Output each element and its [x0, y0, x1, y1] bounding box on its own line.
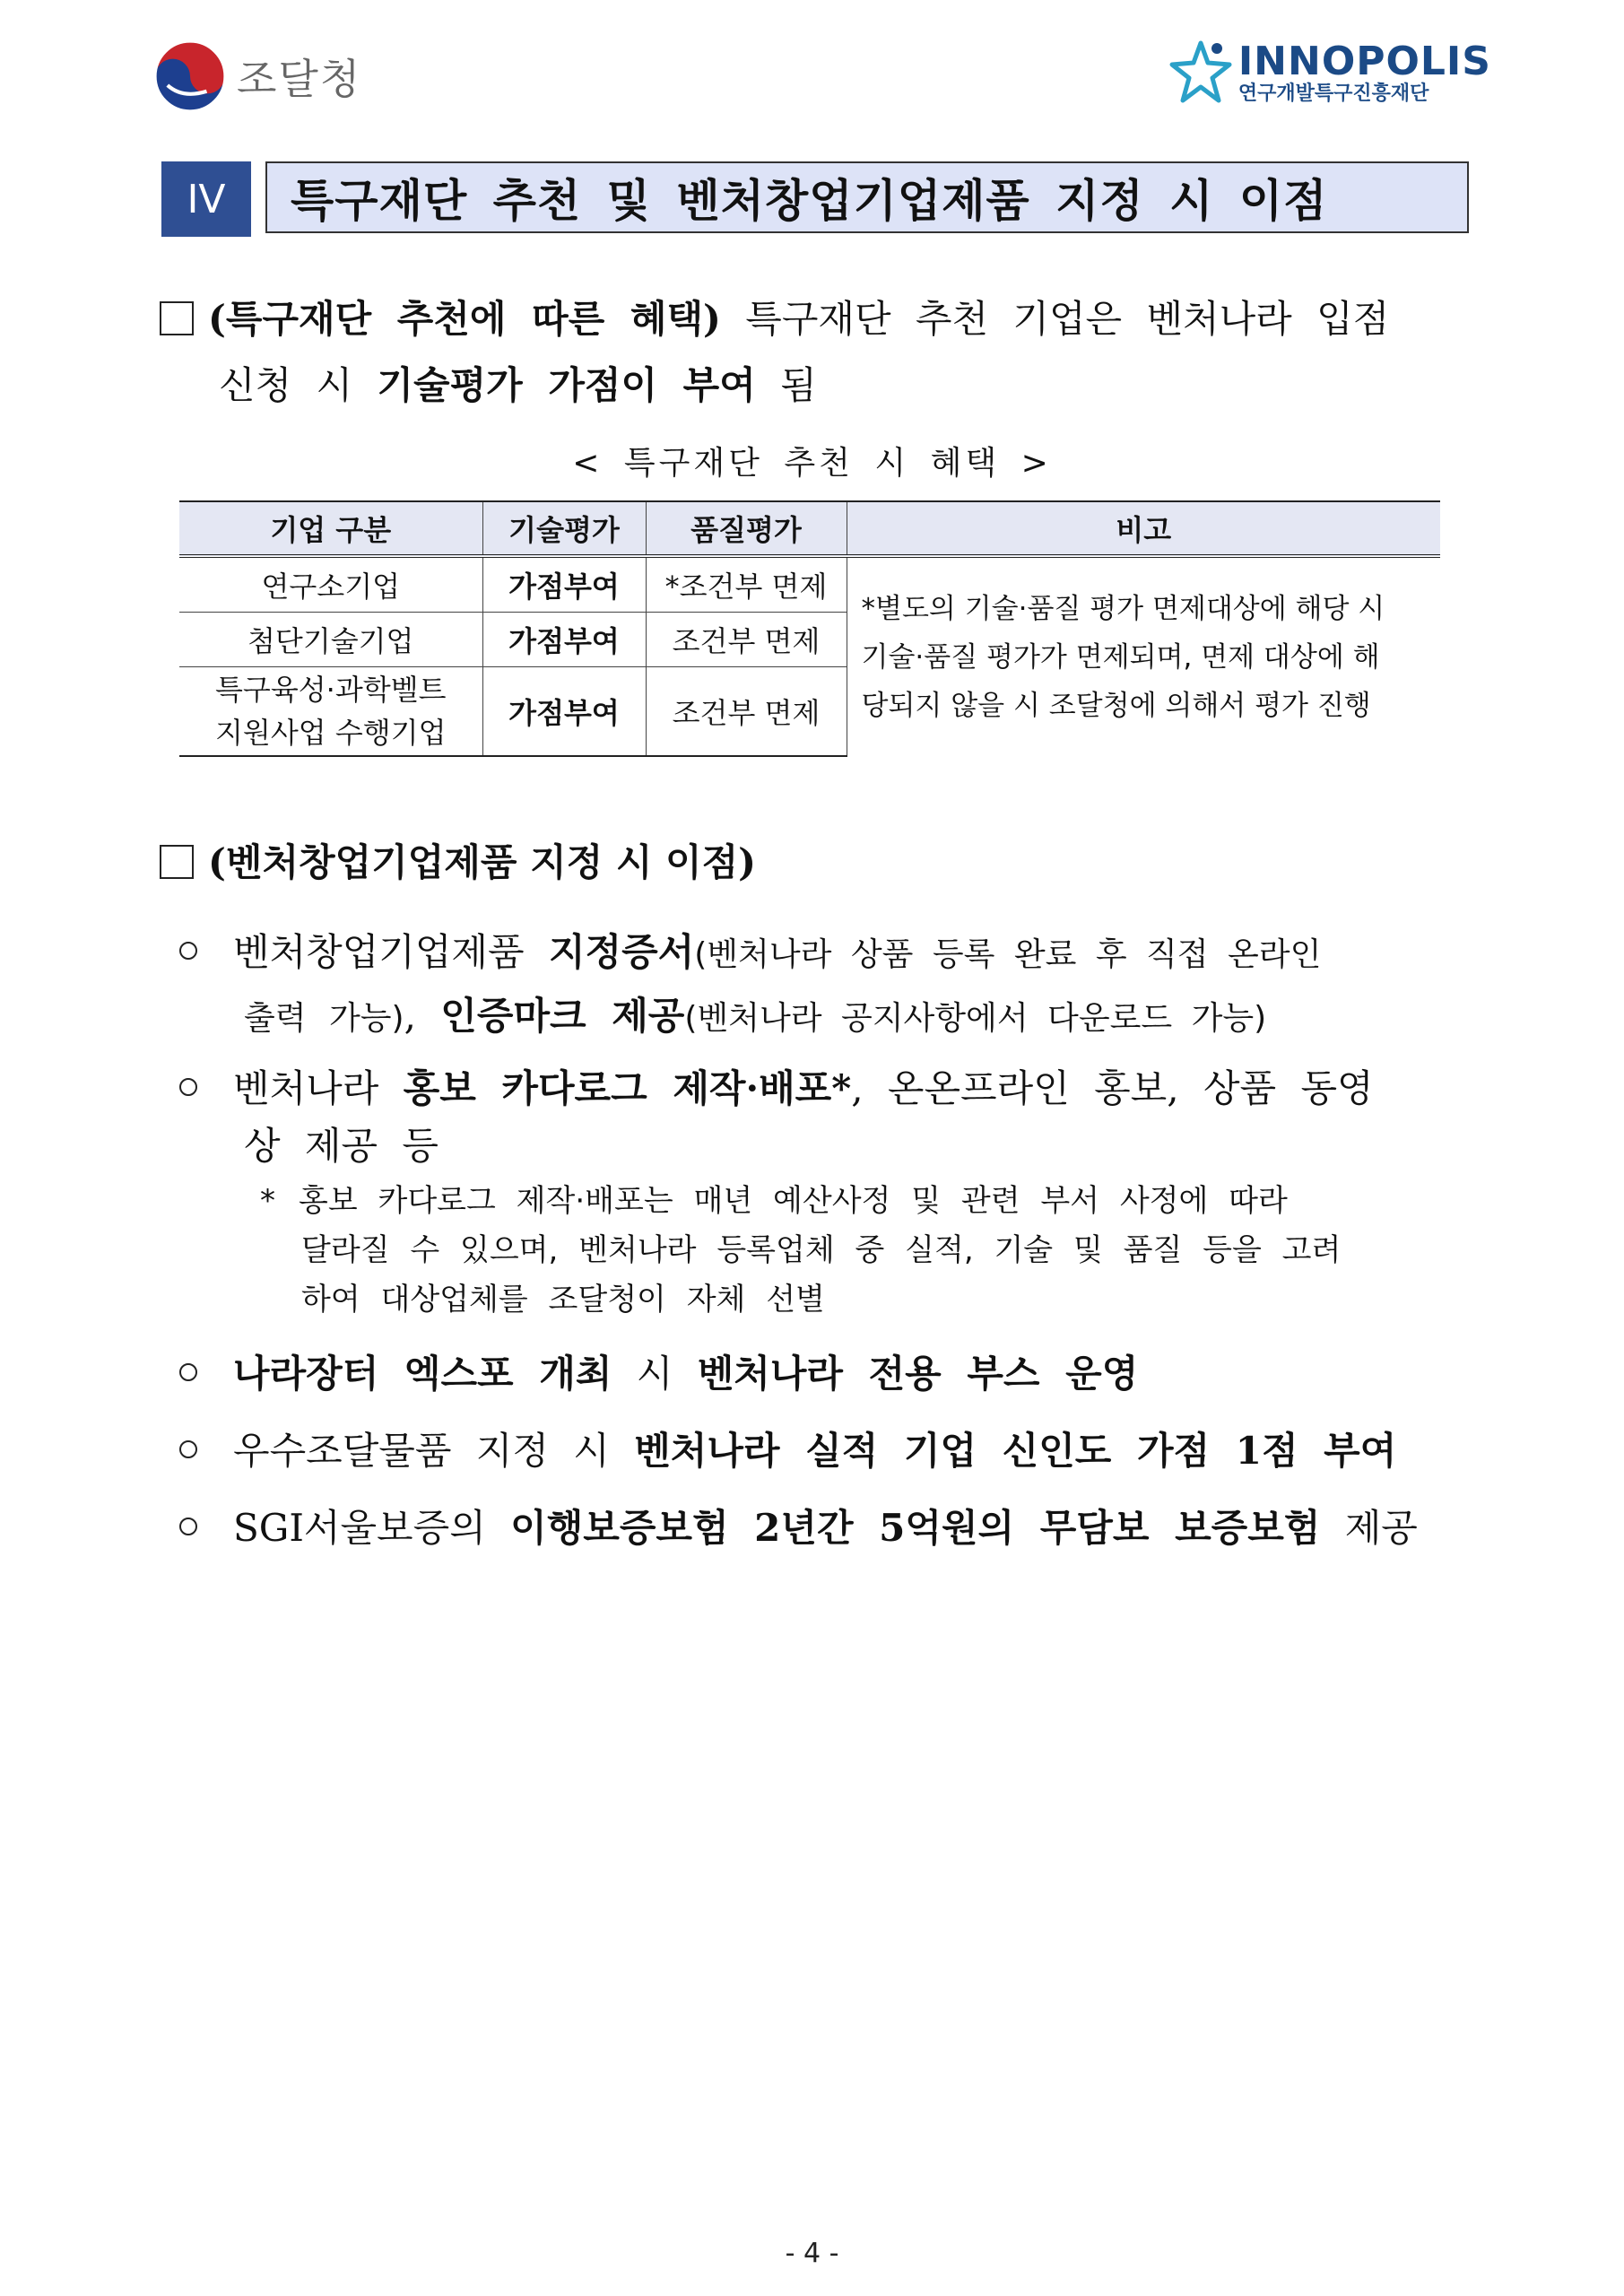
benefit1-paragraph — [160, 296, 1471, 409]
innopolis-logo-en: INNOPOLIS — [1238, 39, 1491, 84]
list-item — [179, 1424, 1396, 1478]
column-header: 비고 — [847, 501, 1440, 556]
item-bold: 인증마크 제공 — [440, 994, 685, 1038]
item-paren: (벤처나라 상품 등록 완료 후 직접 온라인 — [694, 936, 1322, 973]
note-block — [260, 1177, 1480, 1325]
innopolis-logo-ko: 연구개발특구진흥재단 — [1238, 83, 1429, 105]
remarks-line: 당되지 않을 시 조달청에 의해서 평가 진행 — [861, 689, 1371, 722]
list-item — [179, 1501, 1418, 1555]
benefit1-bold-tail: 기술평가 가점이 부여 — [377, 363, 756, 407]
quality-eval-cell: *조건부 면제 — [646, 556, 847, 613]
benefit2-heading-text: (벤처창업기업제품 지정 시 이점) — [208, 840, 757, 884]
item-text: 제공 — [1320, 1506, 1418, 1550]
item-bold: 벤처나라 전용 부스 운영 — [697, 1352, 1139, 1396]
benefit1-text-a: 특구재단 추천 기업은 벤처나라 입점 — [720, 297, 1390, 341]
item-paren: 출력 가능) — [244, 1000, 404, 1037]
checkbox-square-icon — [160, 845, 194, 879]
benefit1-text-c: 됨 — [755, 363, 817, 407]
item-bold: 홍보 카다로그 제작·배포* — [403, 1066, 852, 1110]
benefit1-bold-head: (특구재단 추천에 따른 혜택) — [208, 297, 721, 341]
item-text: 시 — [612, 1352, 698, 1396]
company-type-cell: 첨단기술기업 — [179, 613, 482, 667]
remarks-cell — [847, 556, 1440, 756]
column-header: 기술평가 — [482, 501, 646, 556]
company-type-line: 특구육성·과학벨트 — [215, 673, 447, 707]
bullet-circle-icon — [179, 1518, 197, 1535]
item-text: , 온온프라인 홍보, 상품 동영 — [851, 1066, 1374, 1110]
item-text: 우수조달물품 지정 시 — [233, 1429, 635, 1473]
item-text: 상 제공 등 — [244, 1124, 439, 1168]
benefit2-heading — [160, 839, 756, 886]
item-text: 벤처나라 — [233, 1066, 404, 1110]
note-line: 하여 대상업체를 조달청이 자체 선별 — [301, 1282, 825, 1318]
tech-eval-cell: 가점부여 — [482, 613, 646, 667]
item-bold: 지정증서 — [548, 930, 695, 974]
taegeuk-emblem-icon — [152, 39, 228, 114]
section-number: IV — [161, 161, 251, 237]
bullet-circle-icon — [179, 942, 197, 960]
item-text: SGI서울보증의 — [233, 1506, 511, 1550]
company-type-cell: 연구소기업 — [179, 556, 482, 613]
bullet-circle-icon — [179, 1440, 197, 1458]
list-item — [179, 1347, 1138, 1401]
pps-logo — [152, 36, 361, 117]
note-asterisk: * — [260, 1183, 275, 1219]
benefit-table — [179, 500, 1440, 757]
remarks-line: 기술·품질 평가가 면제되며, 면제 대상에 해 — [861, 640, 1380, 674]
item-bold: 이행보증보험 2년간 5억원의 무담보 보증보험 — [510, 1506, 1321, 1550]
item-bold: 벤처나라 실적 기업 신인도 가점 1점 부여 — [634, 1429, 1397, 1473]
remarks-line: *별도의 기술·품질 평가 면제대상에 해당 시 — [861, 592, 1385, 625]
table-header-row — [179, 501, 1440, 556]
table-caption: < 특구재단 추천 시 혜택 > — [572, 445, 1052, 482]
bullet-circle-icon — [179, 1363, 197, 1381]
column-header: 품질평가 — [646, 501, 847, 556]
column-header: 기업 구분 — [179, 501, 482, 556]
checkbox-square-icon — [160, 301, 194, 335]
quality-eval-cell: 조건부 면제 — [646, 667, 847, 757]
benefit1-text-b: 신청 시 — [219, 363, 378, 407]
tech-eval-cell: 가점부여 — [482, 667, 646, 757]
item-bold: 나라장터 엑스포 개최 — [233, 1352, 612, 1396]
company-type-cell — [179, 667, 482, 757]
section-title: 특구재단 추천 및 벤처창업기업제품 지정 시 이점 — [265, 161, 1469, 233]
note-line: 홍보 카다로그 제작·배포는 매년 예산사정 및 관련 부서 사정에 따라 — [299, 1183, 1288, 1219]
quality-eval-cell: 조건부 면제 — [646, 613, 847, 667]
item-text: 벤처창업기업제품 — [233, 930, 549, 974]
company-type-line: 지원사업 수행기업 — [215, 716, 447, 750]
item-text: , — [404, 994, 441, 1038]
innopolis-star-icon — [1165, 36, 1237, 111]
item-paren: (벤처나라 공지사항에서 다운로드 가능) — [684, 1000, 1267, 1037]
note-line: 달라질 수 있으며, 벤처나라 등록업체 중 실적, 기술 및 품질 등을 고려 — [301, 1232, 1342, 1268]
table-row — [179, 556, 1440, 613]
innopolis-logo — [1165, 36, 1491, 111]
page-number: - 4 - — [785, 2238, 839, 2269]
tech-eval-cell: 가점부여 — [482, 556, 646, 613]
list-item — [179, 926, 1471, 1046]
list-item — [179, 1062, 1471, 1173]
bullet-circle-icon — [179, 1078, 197, 1096]
pps-logo-text: 조달청 — [237, 55, 362, 103]
